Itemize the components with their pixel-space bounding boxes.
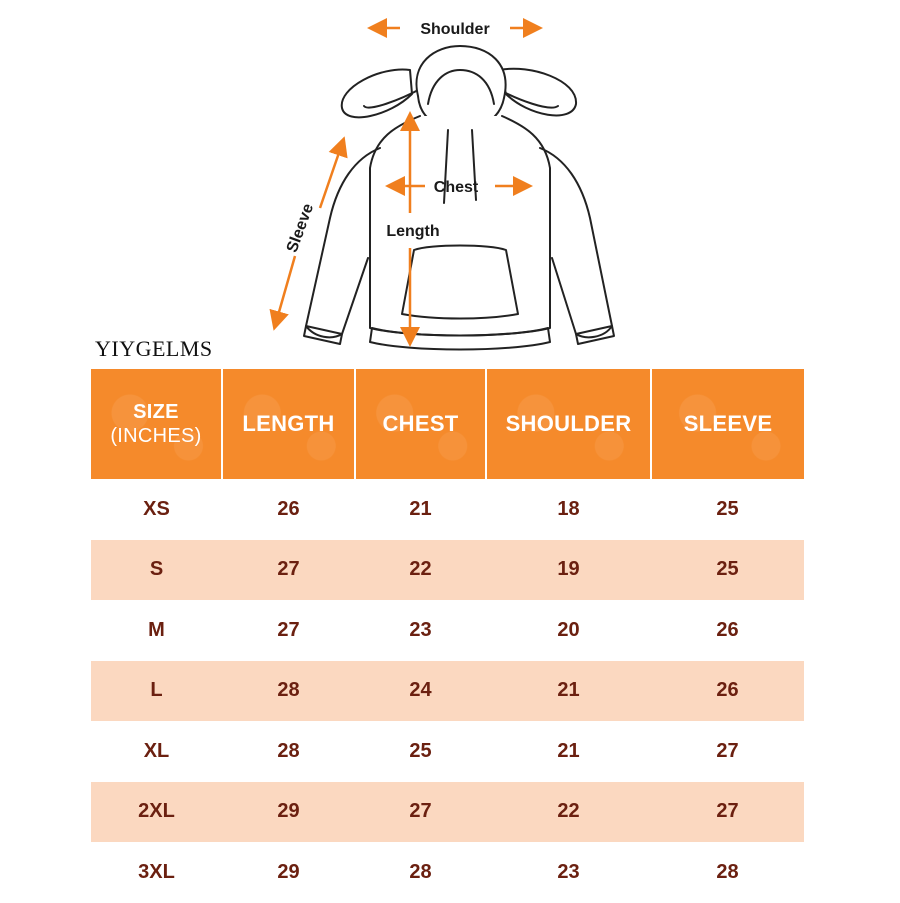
table-row xyxy=(91,661,804,722)
cell-shoulder: 22 xyxy=(486,782,651,843)
table-row xyxy=(91,842,804,903)
cell-shoulder: 19 xyxy=(486,540,651,601)
cell-sleeve: 25 xyxy=(651,479,804,540)
cell-sleeve: 28 xyxy=(651,842,804,903)
table-row xyxy=(91,540,804,601)
length-label: Length xyxy=(386,223,440,240)
cell-chest: 25 xyxy=(355,721,486,782)
table-row xyxy=(91,782,804,843)
cell-sleeve: 26 xyxy=(651,661,804,722)
cell-shoulder: 23 xyxy=(486,842,651,903)
cell-chest: 28 xyxy=(355,842,486,903)
cell-sleeve: 26 xyxy=(651,600,804,661)
cell-length: 26 xyxy=(222,479,355,540)
table-row xyxy=(91,721,804,782)
cell-chest: 24 xyxy=(355,661,486,722)
cell-chest: 27 xyxy=(355,782,486,843)
sleeve-label: Sleeve xyxy=(283,201,318,255)
hoodie-icon xyxy=(304,46,614,350)
cell-shoulder: 20 xyxy=(486,600,651,661)
cell-size: 2XL xyxy=(91,782,222,843)
table-header-row xyxy=(91,369,804,479)
size-chart-table xyxy=(91,369,804,903)
cell-shoulder: 21 xyxy=(486,661,651,722)
cell-shoulder: 18 xyxy=(486,479,651,540)
hoodie-measurement-diagram xyxy=(260,8,660,353)
header-size-label: SIZE xyxy=(133,401,179,423)
cell-size: XL xyxy=(91,721,222,782)
cell-size: M xyxy=(91,600,222,661)
cell-shoulder: 21 xyxy=(486,721,651,782)
header-chest: CHEST xyxy=(355,369,486,479)
cell-length: 27 xyxy=(222,600,355,661)
cell-size: 3XL xyxy=(91,842,222,903)
header-shoulder: SHOULDER xyxy=(486,369,651,479)
header-length: LENGTH xyxy=(222,369,355,479)
cell-chest: 22 xyxy=(355,540,486,601)
header-sleeve: SLEEVE xyxy=(651,369,804,479)
cell-sleeve: 27 xyxy=(651,782,804,843)
chest-label: Chest xyxy=(433,179,479,196)
table-row xyxy=(91,600,804,661)
cell-chest: 21 xyxy=(355,479,486,540)
cell-length: 28 xyxy=(222,661,355,722)
header-size xyxy=(91,369,222,479)
header-size-unit: (INCHES) xyxy=(110,425,202,447)
cell-chest: 23 xyxy=(355,600,486,661)
shoulder-label: Shoulder xyxy=(420,21,490,38)
cell-size: L xyxy=(91,661,222,722)
cell-length: 27 xyxy=(222,540,355,601)
cell-length: 29 xyxy=(222,842,355,903)
cell-size: S xyxy=(91,540,222,601)
cell-size: XS xyxy=(91,479,222,540)
cell-sleeve: 25 xyxy=(651,540,804,601)
cell-length: 29 xyxy=(222,782,355,843)
cell-sleeve: 27 xyxy=(651,721,804,782)
cell-length: 28 xyxy=(222,721,355,782)
table-row xyxy=(91,479,804,540)
brand-name: YIYGELMS xyxy=(95,336,213,361)
